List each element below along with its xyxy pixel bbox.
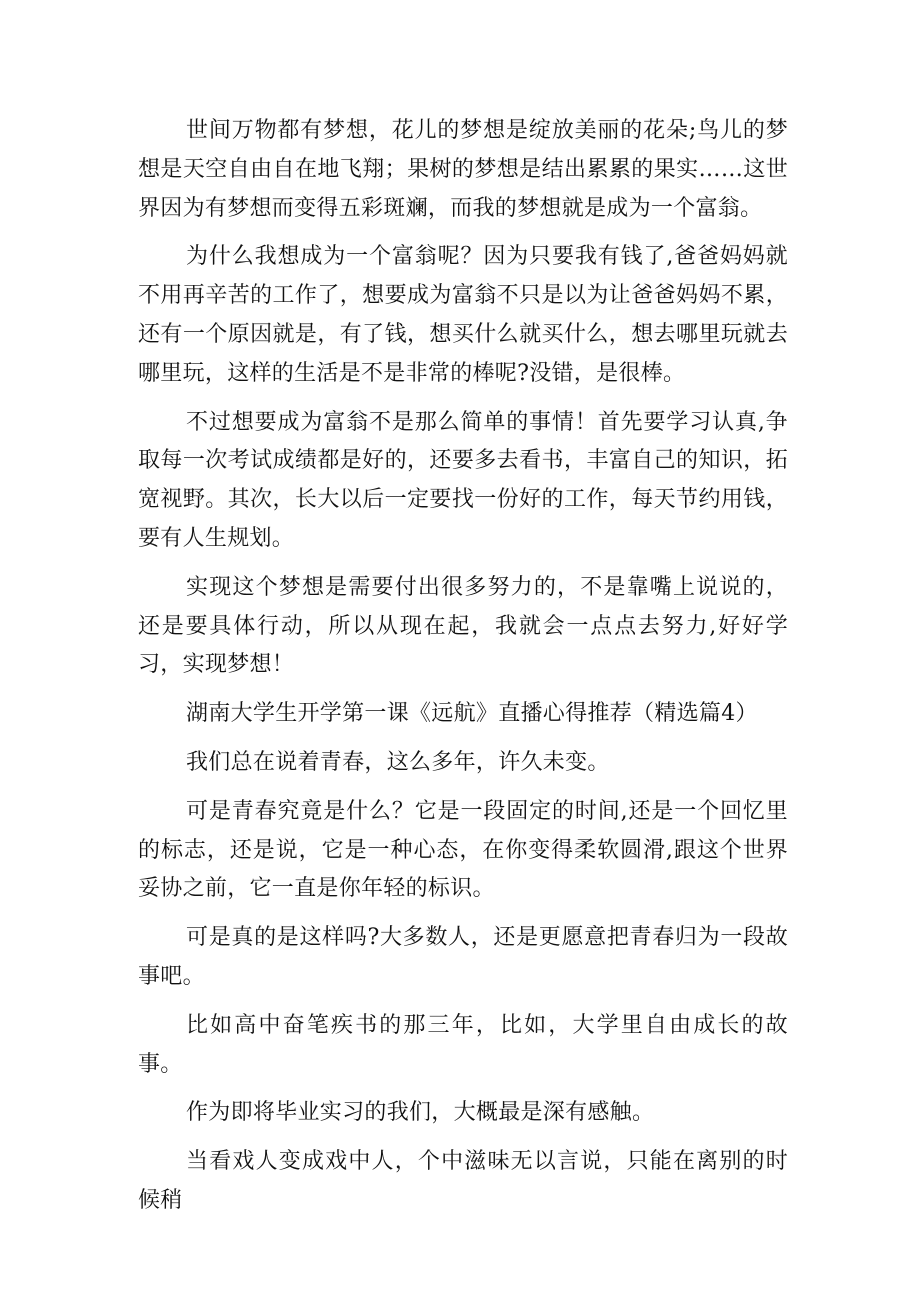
paragraph-youth-what: 可是青春究竟是什么？它是一段固定的时间,还是一个回忆里的标志，还是说，它是一种心态，在你变得柔软圆滑,跟这个世界妥协之前，它一直是你年轻的标识。 bbox=[138, 798, 788, 902]
paragraph-youth-story: 可是真的是这样吗?大多数人，还是更愿意把青春归为一段故事吧。 bbox=[138, 925, 788, 989]
paragraph-effort: 实现这个梦想是需要付出很多努力的，不是靠嘴上说说的，还是要具体行动，所以从现在起，我就会一点点去努力,好好学习，实现梦想！ bbox=[138, 574, 788, 678]
paragraph-why-rich: 为什么我想成为一个富翁呢？因为只要我有钱了,爸爸妈妈就不用再辛苦的工作了，想要成为富翁不只是以为让爸爸妈妈不累，还有一个原因就是，有了钱，想买什么就买什么，想去哪里玩就去哪里玩，这样的生活是不是非常的棒呢?没错，是很棒。 bbox=[138, 244, 788, 386]
paragraph-graduation: 作为即将毕业实习的我们，大概最是深有感触。 bbox=[186, 1100, 655, 1126]
paragraph-farewell: 当看戏人变成戏中人，个中滋味无以言说，只能在离别的时候稍 bbox=[138, 1149, 788, 1213]
paragraph-youth-talk: 我们总在说着青春，这么多年，许久未变。 bbox=[186, 749, 610, 775]
paragraph-not-easy: 不过想要成为富翁不是那么简单的事情！首先要学习认真,争取每一次考试成绩都是好的，还要多去看书，丰富自己的知识，拓宽视野。其次，长大以后一定要找一份好的工作，每天节约用钱，要有人生规划。 bbox=[138, 409, 788, 551]
section-heading: 湖南大学生开学第一课《远航》直播心得推荐（精选篇4） bbox=[186, 701, 758, 727]
document-body bbox=[138, 112, 788, 1231]
paragraph-dreams-intro: 世间万物都有梦想，花儿的梦想是绽放美丽的花朵;鸟儿的梦想是天空自由自在地飞翔；果树的梦想是结出累累的果实……这世界因为有梦想而变得五彩斑斓，而我的梦想就是成为一个富翁。 bbox=[138, 118, 788, 221]
paragraph-high-school: 比如高中奋笔疾书的那三年，比如，大学里自由成长的故事。 bbox=[138, 1012, 788, 1077]
